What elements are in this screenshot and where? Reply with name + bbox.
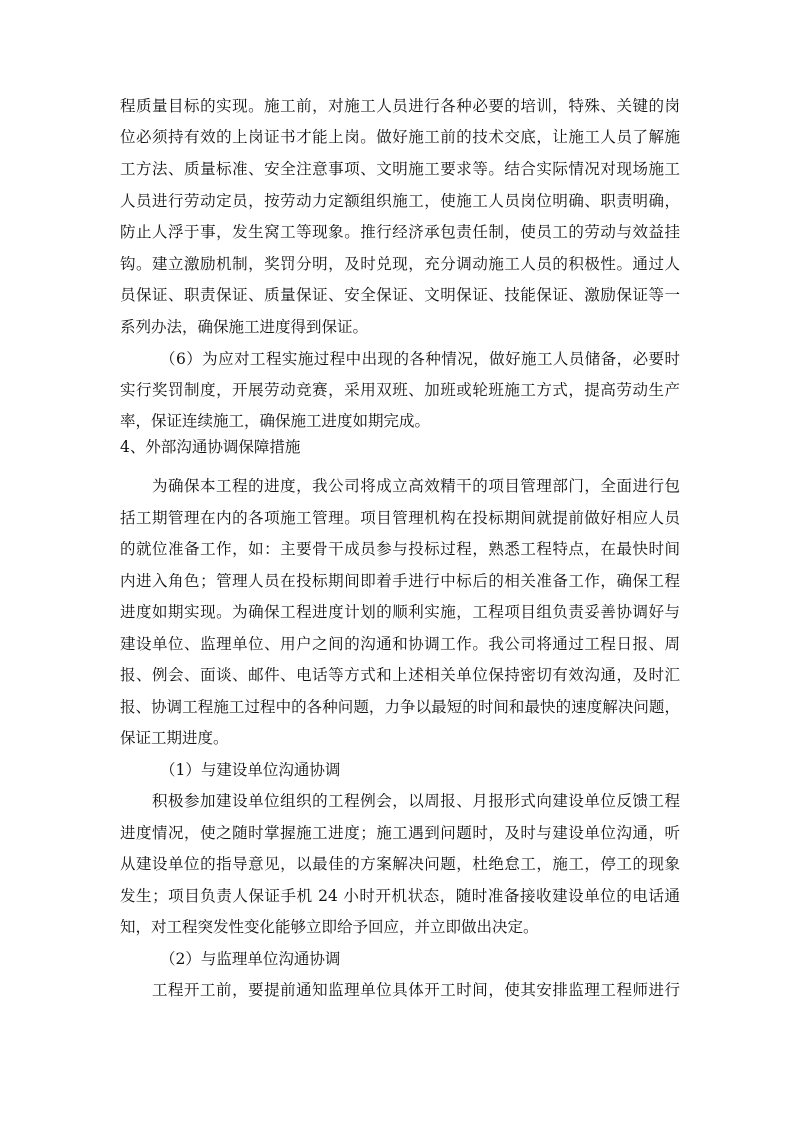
section-heading: 4、外部沟通协调保障措施 [120,438,301,456]
text-line: 进度如期实现。为确保工程进度计划的顺利实施，工程项目组负责妥善协调好与 [120,603,680,621]
text-line: 建设单位、监理单位、用户之间的沟通和协调工作。我公司将通过工程日报、周 [120,635,680,653]
text-line: 积极参加建设单位组织的工程例会，以周报、月报形式向建设单位反馈工程 [152,792,680,810]
text-line: 为确保本工程的进度，我公司将成立高效精干的项目管理部门，全面进行包 [152,477,680,495]
text-line: 括工期管理在内的各项施工管理。项目管理机构在投标期间就提前做好相应人员 [120,509,680,527]
text-line: 从建设单位的指导意见，以最佳的方案解决问题，杜绝怠工，施工，停工的现象 [120,855,680,873]
text-line: 的就位准备工作，如：主要骨干成员参与投标过程，熟悉工程特点，在最快时间 [120,540,680,558]
text-line: 发生；项目负责人保证手机 24 小时开机状态，随时准备接收建设单位的电话通 [120,887,680,905]
text-line: 率，保证连续施工，确保施工进度如期完成。 [120,412,431,430]
text-line: 防止人浮于事，发生窝工等现象。推行经济承包责任制，使员工的劳动与效益挂 [120,223,680,241]
subheading-construction-unit: （1）与建设单位沟通协调 [160,761,341,779]
text-line: 知，对工程突发性变化能够立即给予回应，并立即做出决定。 [120,918,539,936]
text-line: （6）为应对工程实施过程中出现的各种情况，做好施工人员储备，必要时 [160,350,680,368]
subheading-supervision-unit: （2）与监理单位沟通协调 [160,950,341,968]
text-line: 报、例会、面谈、邮件、电话等方式和上述相关单位保持密切有效沟通，及时汇 [120,666,680,684]
text-line: 工方法、质量标准、安全注意事项、文明施工要求等。结合实际情况对现场施工 [120,160,680,178]
text-line: 钩。建立激励机制，奖罚分明，及时兑现，充分调动施工人员的积极性。通过人 [120,255,680,273]
text-line: 保证工期进度。 [120,729,229,747]
text-line: 内进入角色；管理人员在投标期间即着手进行中标后的相关准备工作，确保工程 [120,572,680,590]
text-line: 报、协调工程施工过程中的各种问题，力争以最短的时间和最快的速度解决问题， [120,698,680,716]
text-line: 员保证、职责保证、质量保证、安全保证、文明保证、技能保证、激励保证等一 [120,286,680,304]
text-line: 实行奖罚制度，开展劳动竞赛，采用双班、加班或轮班施工方式，提高劳动生产 [120,381,680,399]
text-line: 进度情况，使之随时掌握施工进度；施工遇到问题时，及时与建设单位沟通，听 [120,824,680,842]
text-line: 人员进行劳动定员，按劳动力定额组织施工，使施工人员岗位明确、职责明确， [120,192,680,210]
text-line: 位必须持有效的上岗证书才能上岗。做好施工前的技术交底，让施工人员了解施 [120,128,680,146]
text-line: 系列办法，确保施工进度得到保证。 [120,318,369,336]
text-line: 工程开工前，要提前通知监理单位具体开工时间，使其安排监理工程师进行 [152,981,680,999]
text-line: 程质量目标的实现。施工前，对施工人员进行各种必要的培训，特殊、关键的岗 [120,97,680,115]
